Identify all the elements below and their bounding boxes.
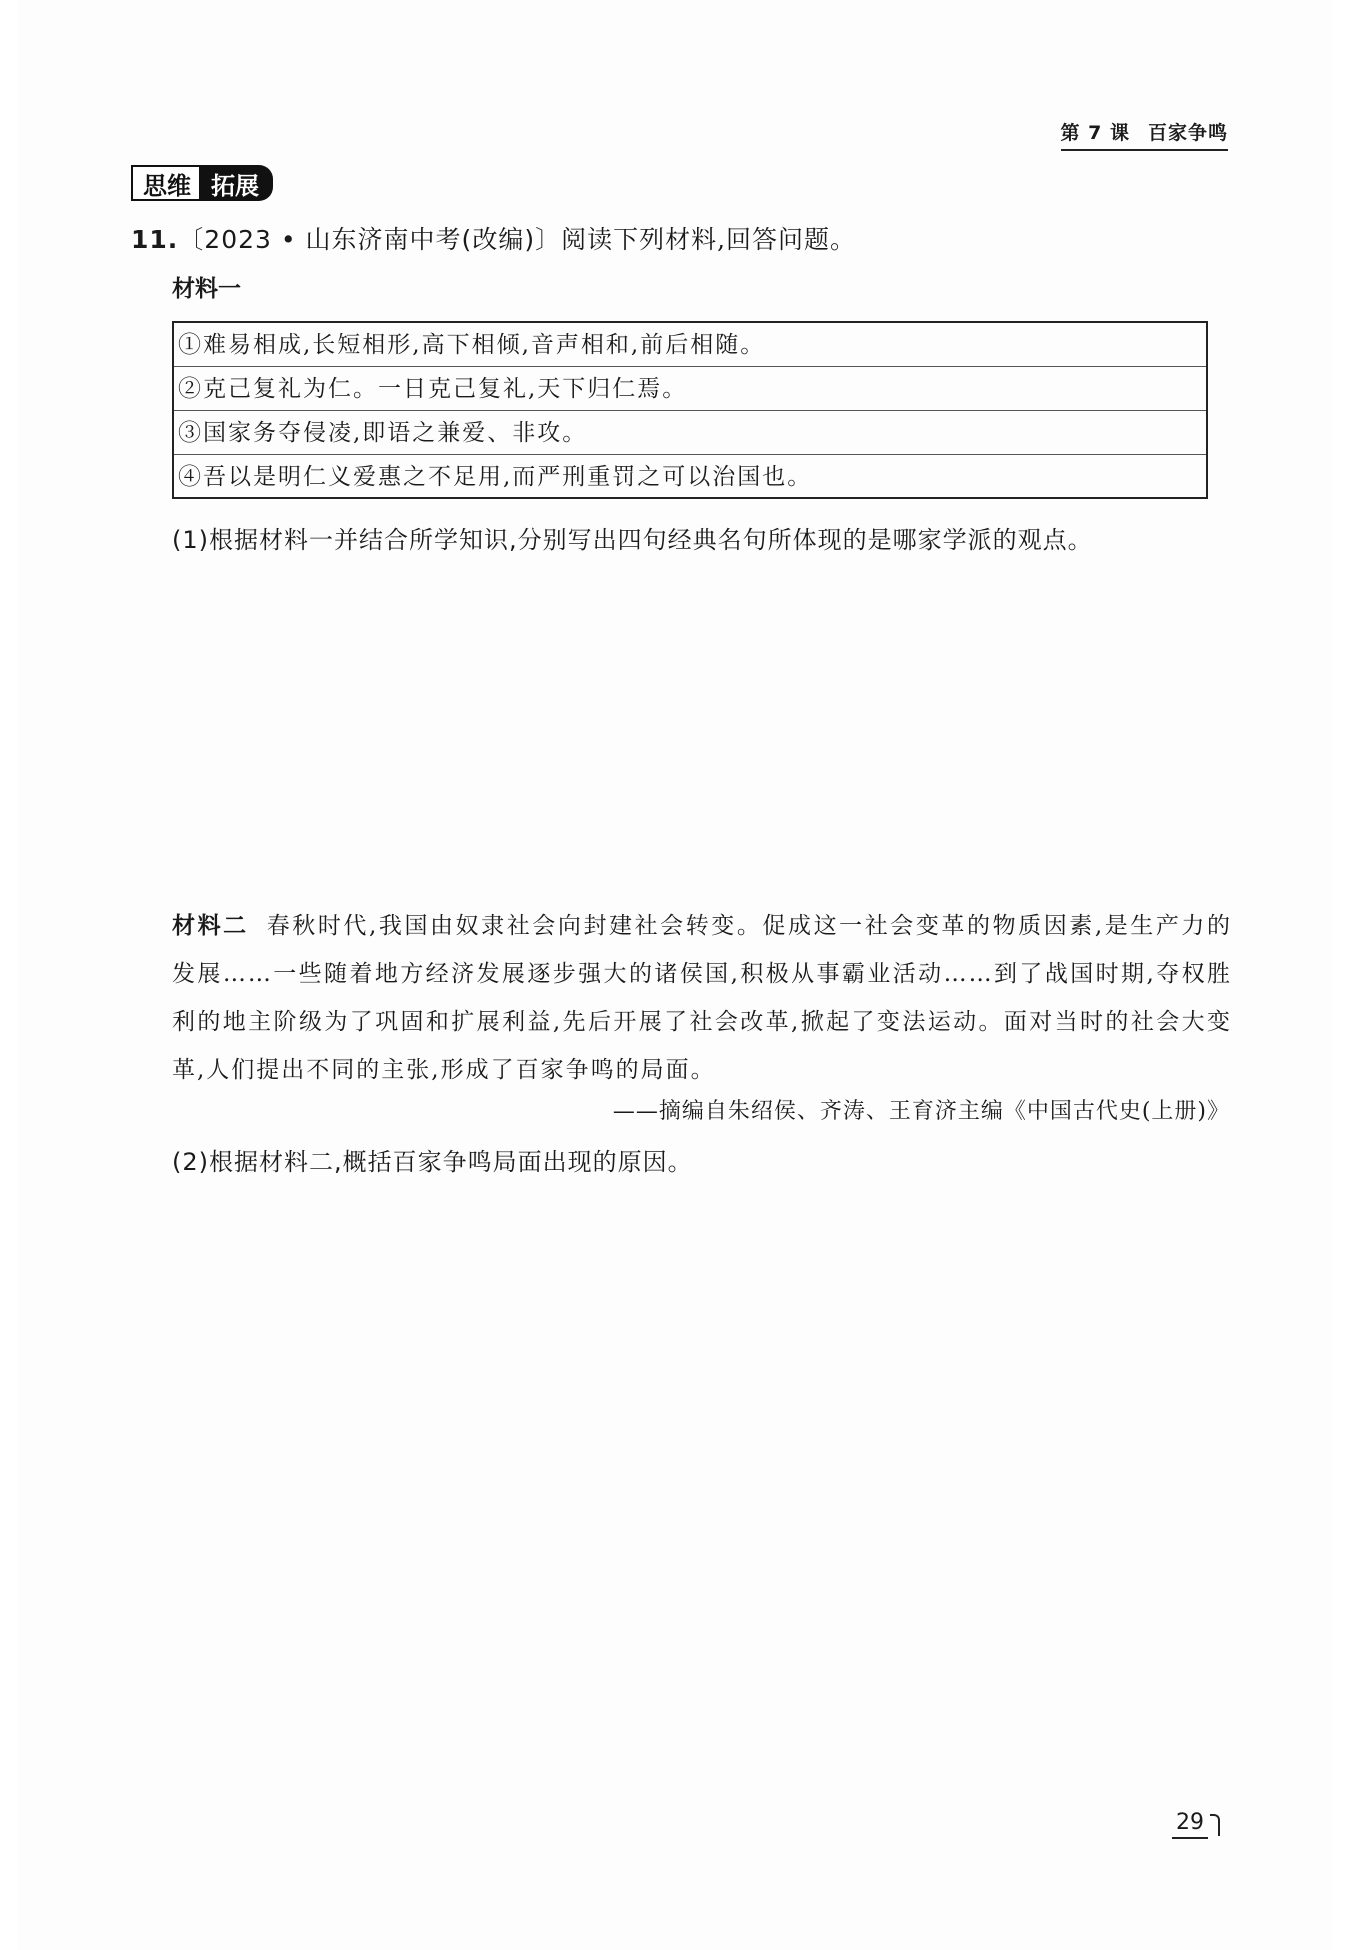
question-prompt: 阅读下列材料,回答问题。 [561,225,857,254]
material2-text: 春秋时代,我国由奴隶社会向封建社会转变。促成这一社会变革的物质因素,是生产力的发展……一些随着地方经济发展逐步强大的诸侯国,积极从事霸业活动……到了战国时期,夺权胜利的地主阶级为了巩固和扩展利益,先后开展了社会改革,掀起了变法运动。面对当时的社会大变革,人们提出不同的主张,形成了百家争鸣的局面。 [172,913,1233,1083]
quote-item: ②克己复礼为仁。一日克己复礼,天下归仁焉。 [174,367,1206,411]
material1-label: 材料一 [172,276,241,302]
question-heading [131,220,856,256]
running-header [1061,118,1228,151]
question-source: 〔2023 • 山东济南中考(改编)〕 [178,225,562,254]
section-tag [131,165,273,201]
section-tag-part1: 思维 [131,165,199,201]
question-number: 11. [131,225,179,254]
material2-paragraph [172,902,1232,1094]
quote-item: ③国家务夺侵凌,即语之兼爱、非攻。 [174,411,1206,455]
page-number-bracket-icon [1210,1814,1220,1836]
lesson-title: 百家争鸣 [1147,122,1228,144]
page-number: 29 [1172,1810,1208,1839]
quote-item: ①难易相成,长短相形,高下相倾,音声相和,前后相随。 [174,323,1206,367]
sub-question-2: (2)根据材料二,概括百家争鸣局面出现的原因。 [172,1148,693,1176]
quote-box [172,321,1208,499]
quote-item: ④吾以是明仁义爱惠之不足用,而严刑重罚之可以治国也。 [178,464,813,490]
section-tag-part2: 拓展 [199,165,273,201]
sub-question-1: (1)根据材料一并结合所学知识,分别写出四句经典名句所体现的是哪家学派的观点。 [172,526,1093,554]
lesson-number: 第 7 课 [1060,122,1130,144]
material2-label: 材料二 [172,913,249,939]
material2-citation: ——摘编自朱绍侯、齐涛、王育济主编《中国古代史(上册)》 [612,1099,1230,1124]
